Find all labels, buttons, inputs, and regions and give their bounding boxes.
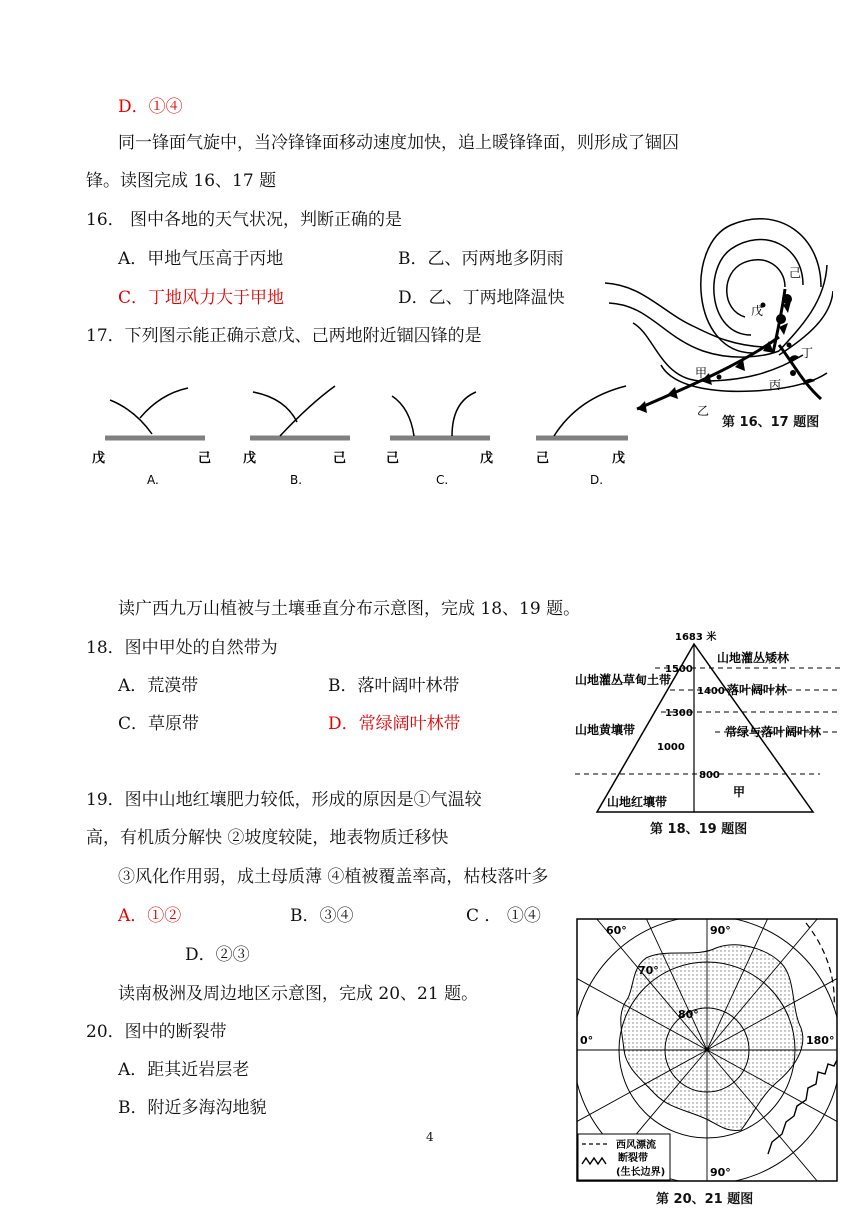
soil-red: 山地红壤带 (607, 795, 668, 809)
veg-shrub: 山地灌丛矮林 (717, 651, 790, 665)
q16-option-b: B．乙、丙两地多阴雨 (398, 249, 564, 269)
map-lat-70: 70° (638, 964, 659, 977)
q20-stem: 20．图中的断裂带 (86, 1022, 227, 1042)
q19-option-a: A．①② (118, 906, 182, 926)
elev-800: 800 (699, 770, 720, 781)
intro-18-19: 读广西九万山植被与土壤垂直分布示意图，完成 18、19 题。 (118, 599, 581, 619)
elev-1500: 1500 (665, 664, 693, 675)
veg-mixed: 常绿与落叶阔叶林 (725, 725, 822, 739)
q19-option-d: D．②③ (185, 945, 250, 965)
q17-c-right: 戊 (480, 451, 494, 466)
q17-option-c-figure (380, 380, 510, 490)
map-lon-90-bottom: 90° (710, 1166, 731, 1179)
q17-c-left: 己 (386, 451, 400, 466)
map-lon-0: 0° (580, 1034, 594, 1047)
q17-option-b-figure (235, 380, 365, 490)
map-lat-80: 80° (678, 1008, 699, 1021)
q17-c-label: C. (436, 473, 449, 487)
soil-yellow: 山地黄壤带 (575, 723, 636, 737)
legend-rift-note: (生长边界) (616, 1167, 666, 1178)
legend-drift: 西风漂流 (616, 1140, 656, 1151)
q19-line3: ③风化作用弱，成土母质薄 ④植被覆盖率高，枯枝落叶多 (118, 867, 549, 887)
fig3-caption: 第 20、21 题图 (656, 1192, 754, 1207)
q16-stem: 16． 图中各地的天气状况，判断正确的是 (86, 210, 403, 230)
map-lon-90-top: 90° (710, 924, 731, 937)
q18-stem: 18．图中甲处的自然带为 (86, 638, 278, 658)
q19-line2: 高，有机质分解快 ②坡度较陡，地表物质迁移快 (86, 828, 449, 848)
page-number: 4 (426, 1130, 434, 1144)
elev-peak: 1683 米 (675, 632, 717, 643)
map-lon-60: 60° (606, 924, 627, 937)
point-wu: 戊 (751, 304, 764, 318)
q15-answer: D．①④ (118, 97, 183, 117)
q19-option-b: B．③④ (290, 906, 354, 926)
soil-meadow: 山地灌丛草甸土带 (575, 673, 672, 687)
fig1-caption: 第 16、17 题图 (722, 415, 820, 430)
point-ji: 己 (789, 266, 802, 280)
fig2-caption: 第 18、19 题图 (650, 822, 748, 837)
q17-stem: 17．下列图示能正确示意戊、己两地附近锢囚锋的是 (86, 326, 482, 346)
cyclone-figure (603, 205, 833, 435)
q17-b-left: 戊 (243, 451, 257, 466)
q17-d-left: 己 (536, 451, 550, 466)
point-yi: 乙 (697, 404, 710, 418)
q18-option-b: B．落叶阔叶林带 (328, 676, 460, 696)
q17-a-left: 戊 (92, 451, 106, 466)
intro-20-21: 读南极洲及周边地区示意图，完成 20、21 题。 (118, 984, 479, 1004)
intro-16-17-line1: 同一锋面气旋中，当冷锋锋面移动速度加快，追上暖锋锋面，则形成了锢囚 (118, 133, 679, 153)
q17-d-right: 戊 (612, 451, 626, 466)
point-jia: 甲 (695, 366, 708, 380)
veg-jia: 甲 (733, 785, 746, 799)
q17-d-label: D. (590, 473, 604, 487)
q16-option-a: A．甲地气压高于丙地 (118, 249, 284, 269)
veg-deciduous: 落叶阔叶林 (727, 683, 788, 697)
q19-option-c: C ． ①④ (466, 906, 541, 926)
q18-option-d: D．常绿阔叶林带 (328, 714, 461, 734)
elev-1000: 1000 (657, 742, 685, 753)
q17-option-a-figure (90, 380, 220, 490)
q16-option-d: D．乙、丁两地降温快 (398, 288, 565, 308)
point-ding: 丁 (801, 346, 814, 360)
q18-option-c: C．草原带 (118, 714, 200, 734)
q18-option-a: A．荒漠带 (118, 676, 199, 696)
zonation-figure (575, 628, 845, 818)
q20-option-a: A．距其近岩层老 (118, 1060, 250, 1080)
legend-rift: 断裂带 (618, 1153, 648, 1164)
q17-a-right: 己 (198, 451, 212, 466)
q16-option-c: C．丁地风力大于甲地 (118, 288, 285, 308)
antarctica-map (576, 918, 838, 1182)
map-lon-180: 180° (806, 1034, 835, 1047)
q17-a-label: A. (147, 473, 159, 487)
intro-16-17-line2: 锋。读图完成 16、17 题 (86, 171, 277, 191)
q20-option-b: B．附近多海沟地貌 (118, 1098, 267, 1118)
q19-stem: 19．图中山地红壤肥力较低，形成的原因是①气温较 (86, 790, 482, 810)
elev-1400: 1400 (697, 686, 725, 697)
q17-b-right: 己 (333, 451, 347, 466)
point-bing: 丙 (769, 378, 782, 392)
q17-b-label: B. (290, 473, 303, 487)
elev-1300: 1300 (665, 708, 693, 719)
